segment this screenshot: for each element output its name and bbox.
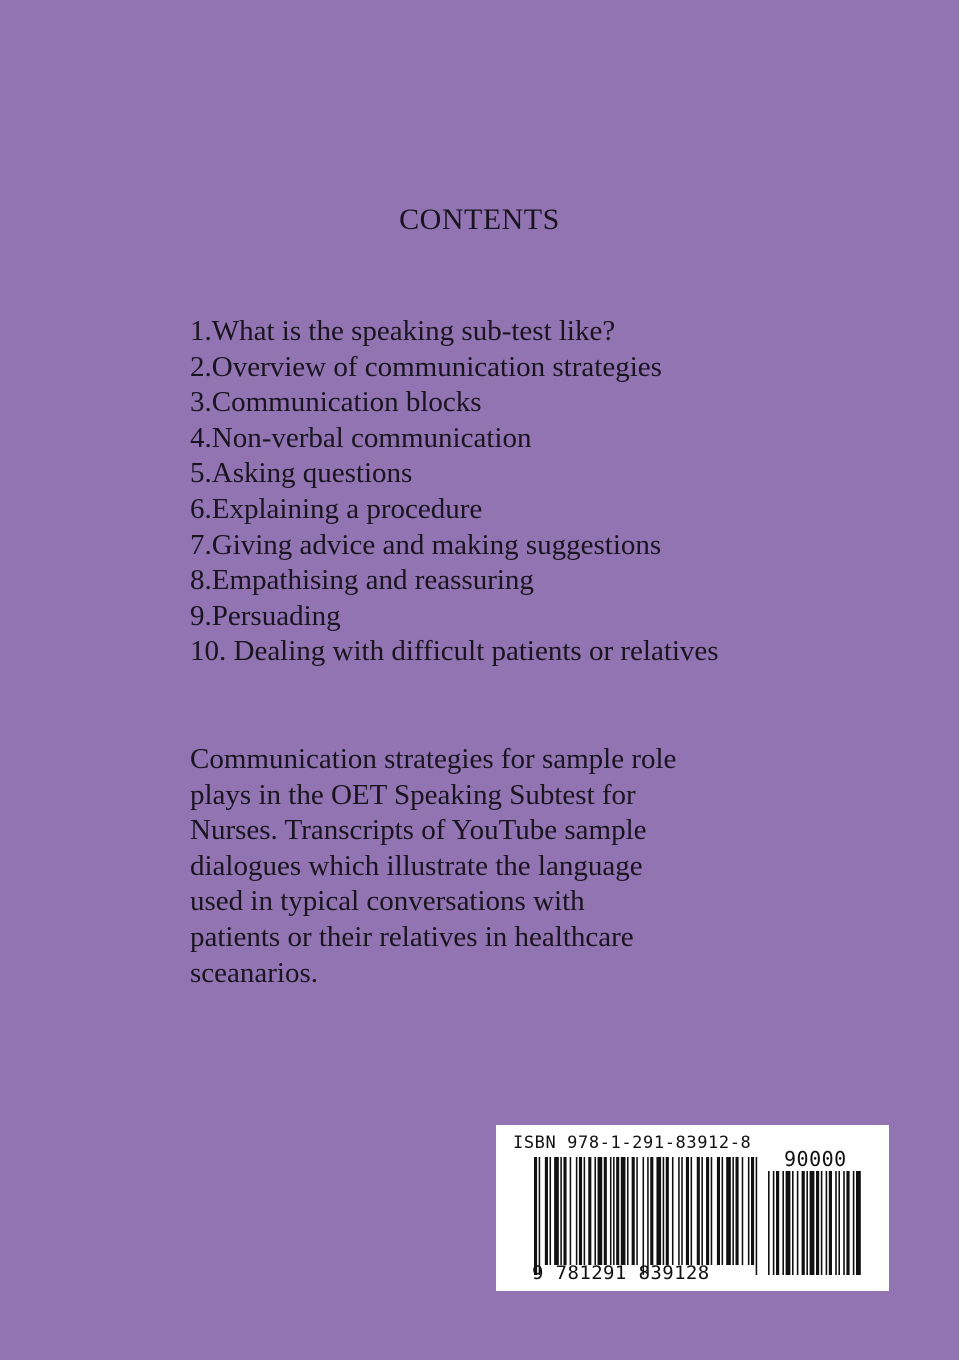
toc-item: 1.What is the speaking sub-test like? xyxy=(190,315,616,347)
barcode-bar xyxy=(613,1157,615,1265)
barcode-bar xyxy=(554,1157,559,1265)
barcode-bar xyxy=(584,1157,586,1265)
barcode-bar xyxy=(616,1157,619,1265)
addon-bar xyxy=(826,1171,828,1275)
barcode-bar xyxy=(576,1157,578,1265)
barcode-bar xyxy=(751,1157,754,1265)
toc-item: 6.Explaining a procedure xyxy=(190,492,483,525)
addon-code: 90000 xyxy=(784,1147,847,1171)
description-line: Communication strategies for sample role xyxy=(190,743,677,775)
toc-item: 7.Giving advice and making suggestions xyxy=(190,528,662,561)
barcode-bar xyxy=(534,1157,537,1275)
addon-bar xyxy=(792,1171,794,1275)
barcode-bar xyxy=(621,1157,626,1265)
barcode-bar xyxy=(706,1157,709,1265)
barcode-bar xyxy=(666,1157,669,1265)
barcode-bar xyxy=(663,1157,665,1265)
barcode-bar xyxy=(570,1157,572,1265)
barcode-bar xyxy=(598,1157,603,1265)
description-line: sceanarios. xyxy=(190,956,319,989)
addon-bar xyxy=(768,1171,770,1275)
toc-item: 2.Overview of communication strategies xyxy=(190,350,662,383)
addon-bar xyxy=(810,1171,815,1275)
addon-bar xyxy=(773,1171,775,1275)
barcode-bar xyxy=(711,1157,713,1265)
addon-bar xyxy=(786,1171,791,1275)
toc-item: 4.Non-verbal communication xyxy=(190,421,532,454)
barcode-box xyxy=(496,1125,889,1291)
addon-bar xyxy=(776,1171,779,1275)
barcode-bar xyxy=(686,1157,689,1265)
barcode-bar xyxy=(539,1157,541,1275)
barcode-bar xyxy=(604,1157,607,1265)
barcode-bar xyxy=(681,1157,683,1265)
barcode-bar xyxy=(545,1157,548,1265)
barcode-bar xyxy=(717,1157,720,1265)
contents-title: CONTENTS xyxy=(399,203,560,236)
isbn-label: ISBN 978-1-291-83912-8 xyxy=(513,1133,752,1153)
description-line: dialogues which illustrate the language xyxy=(190,849,643,882)
addon-bar xyxy=(838,1171,840,1275)
toc-item: 8.Empathising and reassuring xyxy=(190,564,534,597)
toc-item: 9.Persuading xyxy=(190,599,341,632)
addon-bar xyxy=(797,1171,799,1275)
barcode-bar xyxy=(636,1157,638,1265)
addon-bar xyxy=(821,1171,823,1275)
barcode-bar xyxy=(678,1157,680,1265)
barcode-bar xyxy=(560,1157,562,1265)
table-of-contents xyxy=(190,314,765,670)
addon-bar xyxy=(816,1171,819,1275)
addon-bar xyxy=(846,1171,849,1275)
description-line: plays in the OET Speaking Subtest for xyxy=(190,778,636,811)
addon-bar xyxy=(806,1171,808,1275)
barcode-bar xyxy=(722,1157,724,1265)
barcode-bar xyxy=(588,1157,591,1265)
addon-bar xyxy=(802,1171,805,1275)
addon-bar xyxy=(856,1171,861,1275)
addon-bar xyxy=(829,1171,832,1275)
barcode-bar xyxy=(656,1157,661,1265)
toc-item: 10. Dealing with difficult patients or relatives xyxy=(190,635,719,668)
addon-bar xyxy=(843,1171,845,1275)
barcode-bar xyxy=(650,1157,653,1265)
barcode-bar xyxy=(647,1157,649,1275)
barcode-bar xyxy=(736,1157,739,1265)
barcode-bar xyxy=(594,1157,596,1265)
barcode-bar xyxy=(643,1157,645,1275)
description-line: Nurses. Transcripts of YouTube sample xyxy=(190,814,647,847)
barcode-bar xyxy=(742,1157,744,1265)
ean-digits: 9 781291 839128 xyxy=(532,1262,710,1284)
barcode-bar xyxy=(550,1157,552,1265)
barcode-bar xyxy=(563,1157,566,1265)
barcode-bar xyxy=(691,1157,693,1265)
barcode-bar xyxy=(732,1157,734,1265)
description-line: patients or their relatives in healthcare xyxy=(190,920,634,953)
toc-item: 5.Asking questions xyxy=(190,457,413,490)
addon-bar xyxy=(853,1171,855,1275)
barcode-bar xyxy=(756,1157,758,1275)
barcode-bar xyxy=(697,1157,700,1265)
book-description xyxy=(190,742,765,991)
barcode-bar xyxy=(748,1157,750,1265)
barcode-bar xyxy=(726,1157,731,1265)
barcode-bar xyxy=(579,1157,582,1265)
addon-bar xyxy=(782,1171,784,1275)
addon-bar xyxy=(835,1171,837,1275)
toc-item: 3.Communication blocks xyxy=(190,386,482,419)
barcode-bar xyxy=(632,1157,635,1265)
barcode-bar xyxy=(627,1157,629,1265)
barcode-bar xyxy=(672,1157,674,1265)
barcode-bar xyxy=(701,1157,703,1265)
description-line: used in typical conversations with xyxy=(190,885,585,918)
barcode-bar xyxy=(610,1157,612,1265)
